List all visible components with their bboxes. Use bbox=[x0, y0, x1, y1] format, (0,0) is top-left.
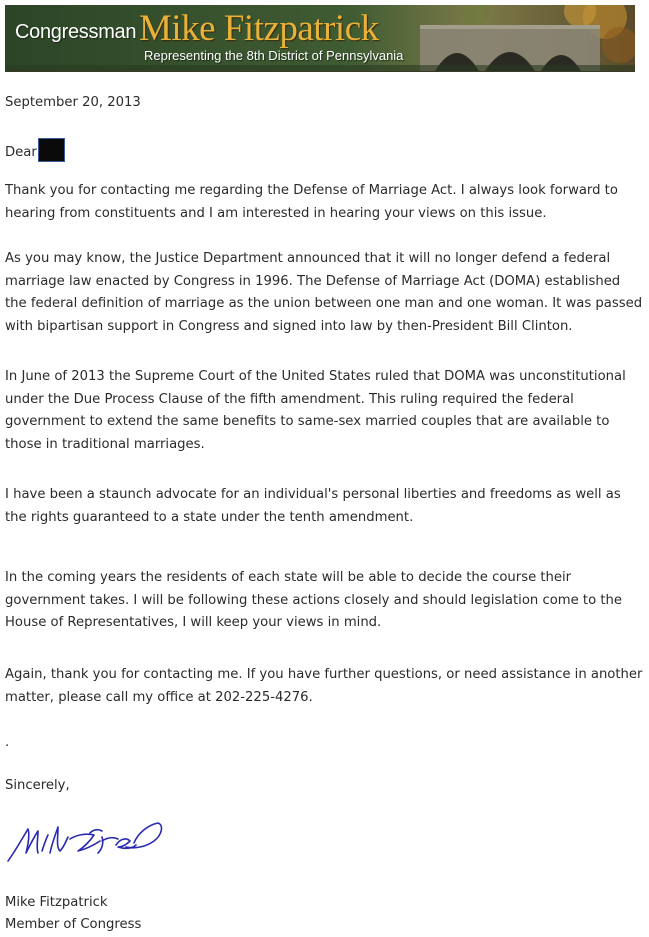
handwritten-signature bbox=[6, 815, 166, 867]
letter-salutation bbox=[5, 138, 645, 165]
letter-paragraph-6: Again, thank you for contacting me. If you have further questions, or need assistance in another matter, please call my office at 202-225-4276. bbox=[5, 667, 643, 705]
letter-closing: Sincerely, bbox=[5, 778, 70, 793]
banner-district-subtitle: Representing the 8th District of Pennsylvania bbox=[144, 48, 404, 63]
banner-representative-name: Mike Fitzpatrick bbox=[139, 8, 379, 49]
letter-paragraph-2: As you may know, the Justice Department announced that it will no longer defend a federal marriage law enacted by Congress in 1996. The Defense of Marriage Act (DOMA) established the federal definition of marriage as the union between one man and one woman. It was passed with bipartisan support in Congress and signed into law by then-President Bill Clinton. bbox=[5, 251, 643, 334]
stray-period-mark: . bbox=[5, 735, 10, 750]
letter-date: September 20, 2013 bbox=[5, 95, 141, 110]
letterhead-banner bbox=[5, 5, 635, 72]
salutation-text: Dear bbox=[5, 145, 37, 160]
signer-title: Member of Congress bbox=[5, 917, 142, 932]
letter-paragraph-1: Thank you for contacting me regarding the Defense of Marriage Act. I always look forward to hearing from constituents and I am interested in hearing your views on this issue. bbox=[5, 183, 618, 221]
signer-name: Mike Fitzpatrick bbox=[5, 895, 108, 910]
letter-paragraph-4: I have been a staunch advocate for an individual's personal liberties and freedoms as well as the rights guaranteed to a state under the tenth amendment. bbox=[5, 487, 621, 525]
redacted-recipient-name bbox=[38, 138, 65, 162]
banner-congressman-label: Congressman bbox=[15, 21, 137, 43]
letter-paragraph-3: In June of 2013 the Supreme Court of the United States ruled that DOMA was unconstitutional under the Due Process Clause of the fifth amendment. This ruling required the federal government to extend the same benefits to same-sex married couples that are available to those in traditional marriages. bbox=[5, 369, 626, 452]
letter-paragraph-5: In the coming years the residents of each state will be able to decide the course their government takes. I will be following these actions closely and should legislation come to the House of Representatives, I will keep your views in mind. bbox=[5, 570, 622, 631]
